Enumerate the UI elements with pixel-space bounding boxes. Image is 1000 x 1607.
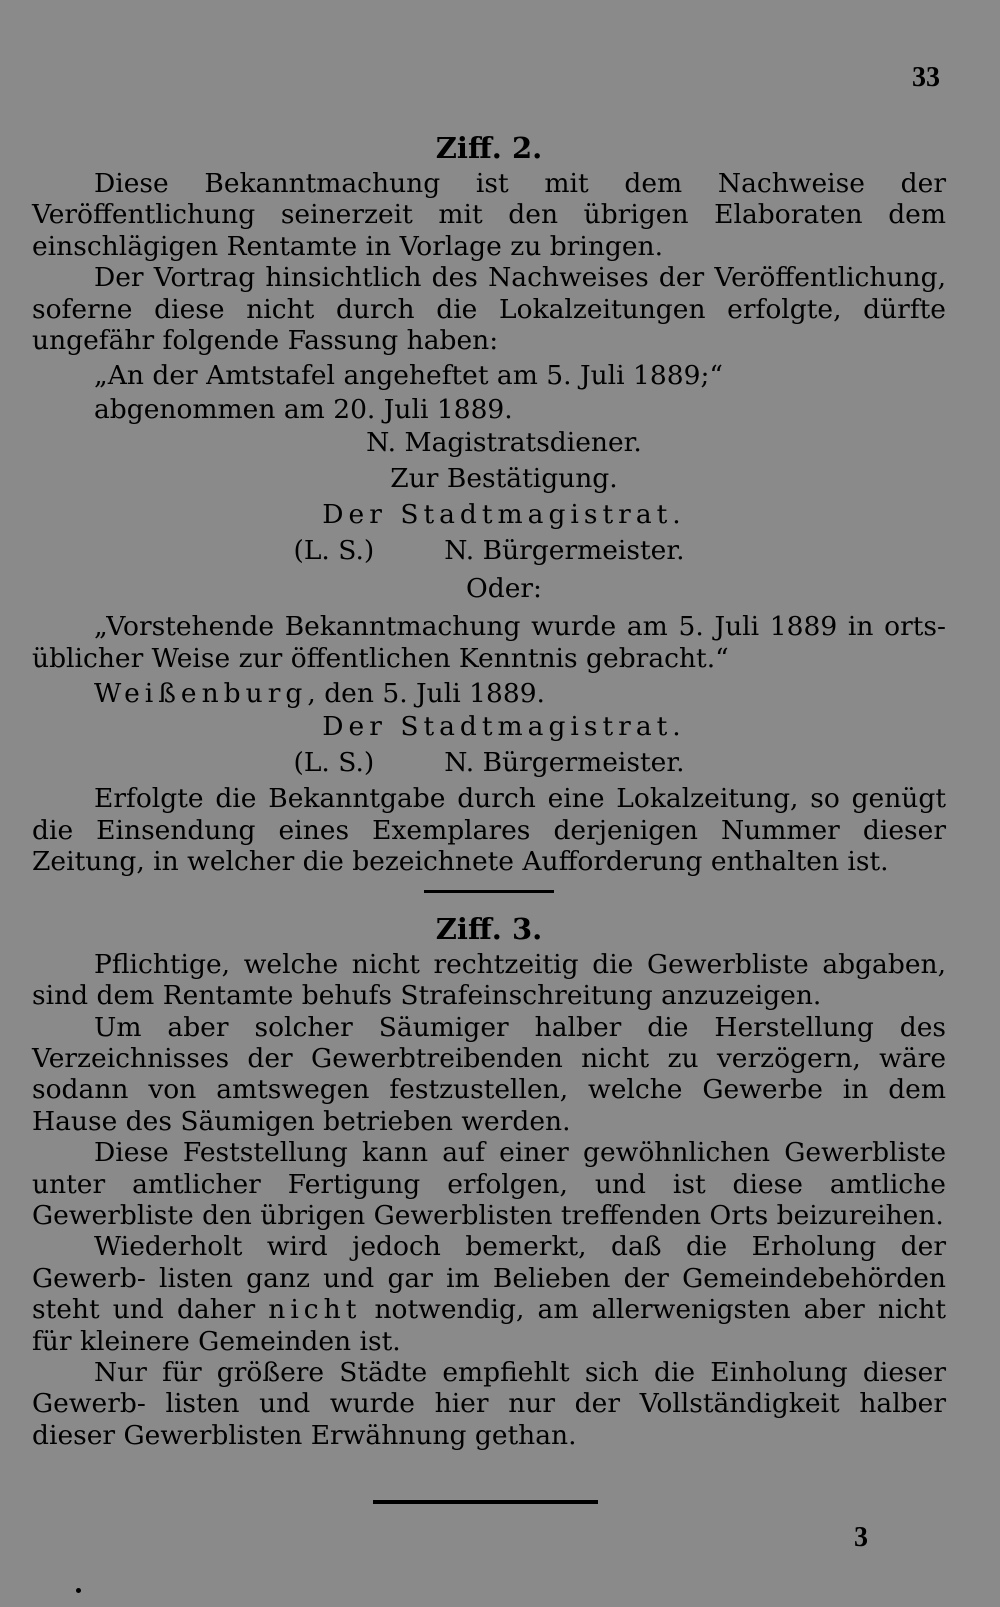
- paragraph: Diese Bekanntmachung ist mit dem Nachweise der Veröffentlichung seinerzeit mit den übrigen Elaboraten dem einschlägigen Rentamte in Vorlage zu bringen.: [32, 168, 946, 262]
- seal-mark: (L. S.): [293, 747, 375, 779]
- paragraph-text: notwendig, am allerwenigsten aber nicht für kleinere Gemeinden ist.: [32, 1294, 946, 1357]
- signature-confirmation: Zur Bestätigung.: [390, 463, 618, 495]
- page-number: 33: [912, 62, 940, 93]
- paragraph: Erfolgte die Bekanntgabe durch eine Lokalzeitung, so genügt die Einsendung eines Exemplares derjenigen Nummer dieser Zeitung, in welcher die bezeichnete Aufforderung enthalten ist.: [32, 783, 946, 878]
- place-date-line: [32, 678, 946, 709]
- bottom-rule: [373, 1500, 598, 1504]
- paragraph: Pflichtige, welche nicht rechtzeitig die Gewerbliste abgaben, sind dem Rentamte behufs Strafeinschreitung anzuzeigen.: [32, 948, 946, 1012]
- signature-row: [32, 533, 946, 569]
- alternative-label: Oder:: [466, 573, 542, 605]
- paragraph: Um aber solcher Säumiger halber die Herstellung des Verzeichnisses der Gewerbtreibenden nicht zu verzögern, wäre sodann von amtswegen festzustellen, welche Gewerbe in dem Hause des Säumigen betrieben werden.: [32, 1011, 946, 1137]
- paragraph: Diese Feststellung kann auf einer gewöhnlichen Gewerbliste unter amtlicher Fertigung erfolgen, und ist diese amtliche Gewerbliste den übrigen Gewerblisten treffenden Orts beizureihen.: [32, 1137, 946, 1231]
- signature-mayor: N. Bürgermeister.: [444, 747, 685, 779]
- paragraph-text: Wiederholt wird jedoch bemerkt, daß die Erholung der Gewerb- listen ganz und gar im Belieben der Gemeindebehörden steht und daher: [32, 1231, 946, 1326]
- quote-line: abgenommen am 20. Juli 1889.: [94, 393, 513, 425]
- section-ziff-3: [32, 909, 946, 1452]
- page-content: [32, 128, 946, 1451]
- emphasized-word: nicht: [268, 1294, 362, 1326]
- signature-name: N. Magistratsdiener.: [366, 427, 642, 459]
- place-date: , den 5. Juli 1889.: [307, 678, 545, 710]
- section-divider: [424, 890, 554, 893]
- section-heading: Ziff. 3.: [435, 911, 543, 946]
- section-heading: Ziff. 2.: [435, 131, 543, 165]
- signature-row: [32, 745, 946, 781]
- quote-paragraph: „Vorstehende Bekanntmachung wurde am 5. Juli 1889 in orts- üblicher Weise zur öffentlichen Kenntnis gebracht.“: [32, 611, 946, 674]
- signature-mayor: N. Bürgermeister.: [444, 535, 685, 567]
- seal-mark: (L. S.): [293, 535, 375, 567]
- signature-mark: 3: [854, 1522, 868, 1553]
- quote-line: „An der Amtstafel angeheftet am 5. Juli 1889;“: [94, 360, 723, 392]
- paragraph: Nur für größere Städte empfiehlt sich die Einholung dieser Gewerb- listen und wurde hier nur der Vollständigkeit halber dieser Gewerblisten Erwähnung gethan.: [32, 1356, 946, 1451]
- place-name: Weißenburg: [94, 678, 308, 710]
- section-ziff-2: [32, 128, 946, 878]
- ink-dot: [76, 1588, 81, 1593]
- paragraph: Der Vortrag hinsichtlich des Nachweises der Veröffentlichung, soferne diese nicht durch die Lokalzeitungen erfolgte, dürfte ungefähr folgende Fassung haben:: [32, 262, 946, 357]
- signature-office: Der Stadtmagistrat.: [322, 711, 686, 743]
- signature-office: Der Stadtmagistrat.: [322, 499, 686, 531]
- paragraph: [32, 1231, 946, 1357]
